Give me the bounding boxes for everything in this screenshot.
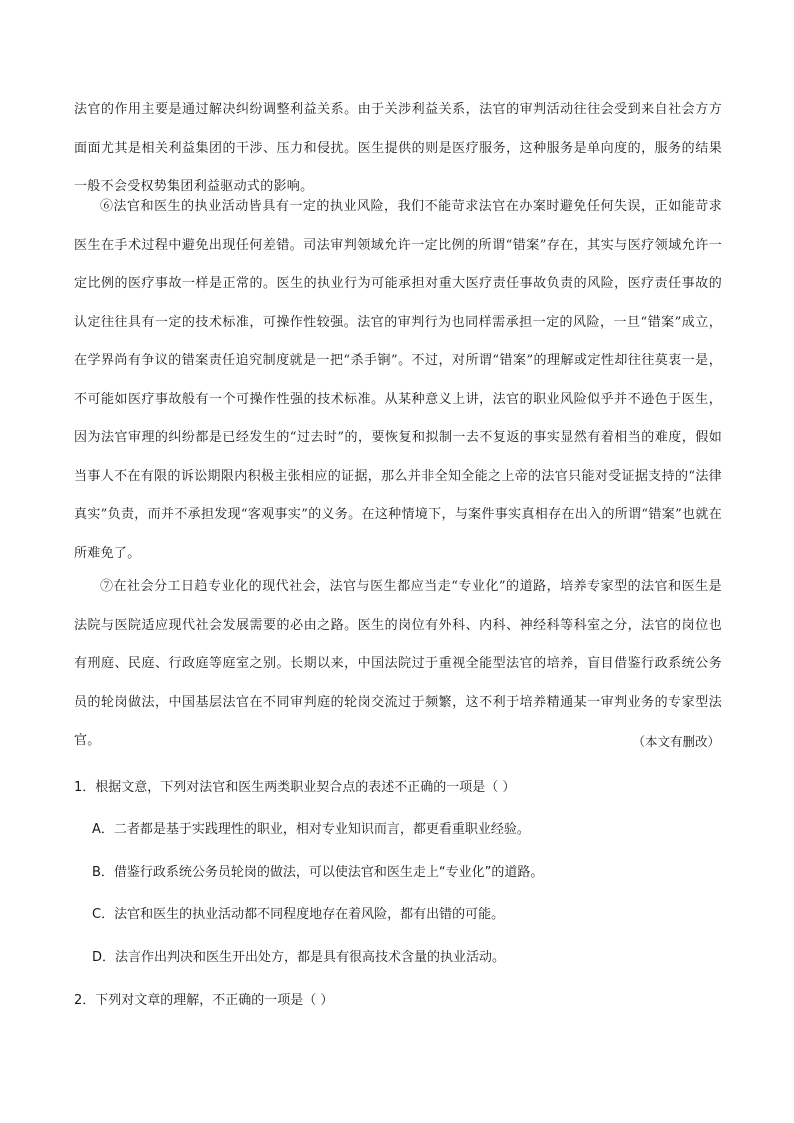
article-paragraph-7: ⑦在社会分工日趋专业化的现代社会，法官与医生都应当走“专业化”的道路，培养专家型的法官和医生是法院与医院适应现代社会发展需要的必由之路。医生的岗位有外科、内科、神经科等科室之分，法官的岗位也有刑庭、民庭、行政庭等庭室之别。长期以来，中国法院过于重视全能型法官的培养，盲目借鉴行政系统公务员的轮岗做法，中国基层法官在不同审判庭的轮岗交流过于频繁，这不利于培养精通某一审判业务的专家型法官。: [74, 579, 722, 748]
question-1-option-c: C．法官和医生的执业活动都不同程度地存在着风险，都有出错的可能。: [92, 907, 505, 922]
question-1-option-d: D．法言作出判决和医生开出处方，都是具有很高技术含量的执业活动。: [92, 950, 506, 965]
question-1-stem: 1．根据文意，下列对法官和医生两类职业契合点的表述不正确的一项是（ ）: [74, 780, 516, 795]
question-1-option-a: A．二者都是基于实践理性的职业，相对专业知识而言，都更看重职业经验。: [92, 822, 530, 837]
question-1-option-b: B．借鉴行政系统公务员轮岗的做法，可以使法官和医生走上“专业化”的道路。: [92, 865, 544, 880]
question-2-stem: 2．下列对文章的理解，不正确的一项是（ ）: [74, 993, 334, 1008]
article-paragraph-1: 法官的作用主要是通过解决纠纷调整利益关系。由于关涉利益关系，法官的审判活动往往会受到来自社会方方面面尤其是相关利益集团的干涉、压力和侵扰。医生提供的则是医疗服务，这种服务是单向度的，服务的结果一般不会受权势集团利益驱动式的影响。: [74, 102, 722, 194]
article-paragraph-6: ⑥法官和医生的执业活动皆具有一定的执业风险，我们不能苛求法官在办案时避免任何失误，正如能苛求医生在手术过程中避免出现任何差错。司法审判领域允许一定比例的所谓“错案”存在，其实与医疗领域允许一定比例的医疗事故一样是正常的。医生的执业行为可能承担对重大医疗责任事故负责的风险，医疗责任事故的认定往往具有一定的技术标准，可操作性较强。法官的审判行为也同样需承担一定的风险，一旦“错案”成立，在学界尚有争议的错案责任追究制度就是一把“杀手锏”。不过，对所谓“错案”的理解或定性却往往莫衷一是，不可能如医疗事故般有一个可操作性强的技术标准。从某种意义上讲，法官的职业风险似乎并不逊色于医生，因为法官审理的纠纷都是已经发生的“过去时”的，要恢复和拟制一去不复返的事实显然有着相当的难度，假如当事人不在有限的诉讼期限内积极主张相应的证据，那么并非全知全能之上帝的法官只能对受证据支持的“法律真实”负责，而并不承担发现“客观事实”的义务。在这种情境下，与案件事实真相存在出入的所谓“错案”也就在所难免了。: [74, 199, 722, 561]
article-source-note: （本文有删改）: [632, 734, 720, 749]
